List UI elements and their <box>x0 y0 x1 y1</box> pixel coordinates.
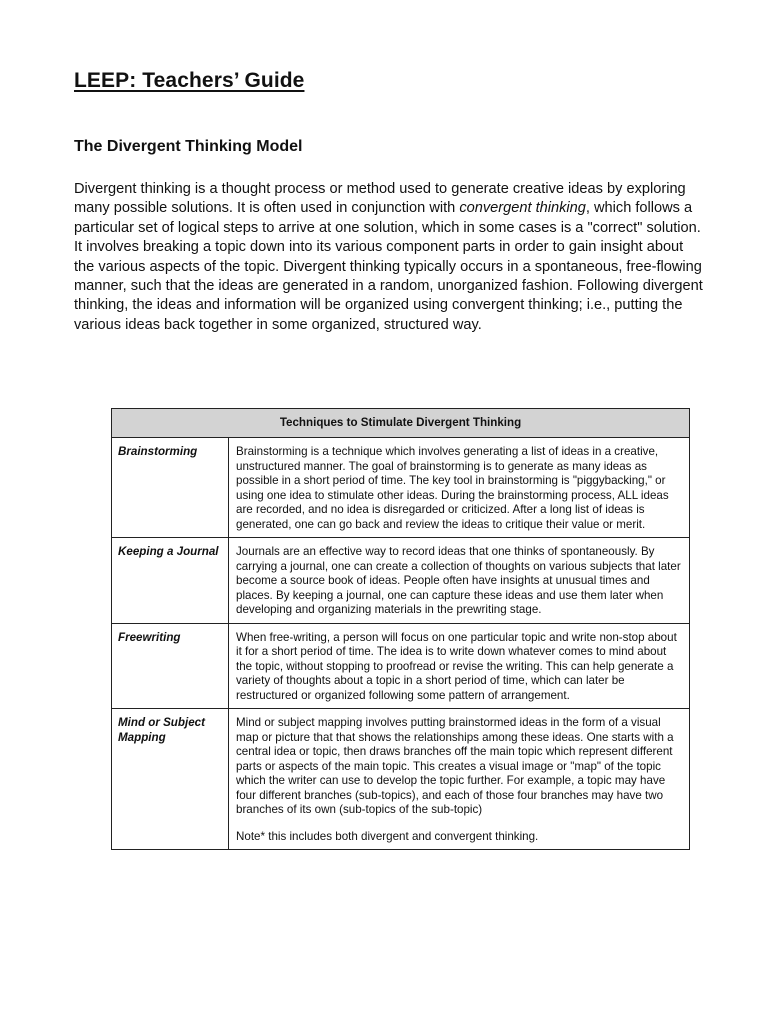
table-row <box>112 438 690 538</box>
table-header-row <box>112 409 690 438</box>
technique-description-freewriting: When free-writing, a person will focus on one particular topic and write non-stop about it for a short period of time. The idea is to write down whatever comes to mind about the topic, without stopping to proofread or revise the writing. This can help generate a variety of thoughts about a topic in a short period of time, which can later be restructured or organized following some pattern of arrangement. <box>229 623 690 709</box>
mind-mapping-note: Note* this includes both divergent and convergent thinking. <box>236 829 539 843</box>
document-title: LEEP: Teachers’ Guide <box>74 69 305 92</box>
table-row <box>112 623 690 709</box>
table-row <box>112 538 690 624</box>
section-heading: The Divergent Thinking Model <box>74 138 303 155</box>
technique-name-mind-mapping: Mind or Subject Mapping <box>112 709 229 850</box>
techniques-table <box>111 408 690 850</box>
technique-name-freewriting: Freewriting <box>112 623 229 709</box>
intro-text-part1: Divergent thinking is a thought process or method used to generate creative ideas by exploring many possible solutions. It is often used in conjunction with <box>74 181 686 217</box>
technique-name-brainstorming: Brainstorming <box>112 438 229 538</box>
mind-mapping-text: Mind or subject mapping involves putting brainstormed ideas in the form of a visual map or picture that that shows the relationships among these ideas. One starts with a central idea or topic, then draws branches off the main topic which represent different parts or aspects of the main topic. This creates a visual image or "map" of the topic which the writer can use to develop the topic further. For example, a topic may have four different branches (sub-topics), and each of those four branches may have two branches of its own (sub-topics of the sub-topic) <box>236 716 674 816</box>
intro-text-part2: , which follows a particular set of logical steps to arrive at one solution, which in some cases is a "correct" solution. It involves breaking a topic down into its various component parts in order to gain insight about the various aspects of the topic. Divergent thinking typically occurs in a spontaneous, free-flowing manner, such that the ideas are generated in a random, unorganized fashion. Following divergent thinking, the ideas and information will be organized using convergent thinking; i.e., putting the various ideas back together in some organized, structured way. <box>74 200 703 333</box>
technique-name-journal: Keeping a Journal <box>112 538 229 624</box>
technique-description-brainstorming: Brainstorming is a technique which involves generating a list of ideas in a creative, unstructured manner. The goal of brainstorming is to generate as many ideas as possible in a short period of time. The key tool in brainstorming is "piggybacking," or using one idea to stimulate other ideas. During the brainstorming process, ALL ideas are recorded, and no idea is disregarded or criticized. After a long list of ideas is generated, one can go back and review the ideas to critique their value or merit. <box>229 438 690 538</box>
table-row <box>112 709 690 850</box>
technique-description-mind-mapping <box>229 709 690 850</box>
intro-paragraph <box>74 180 704 335</box>
technique-description-journal: Journals are an effective way to record ideas that one thinks of spontaneously. By carrying a journal, one can create a collection of thoughts on various subjects that later become a source book of ideas. People often have insights at unusual times and places. By keeping a journal, one can capture these ideas and use them later when developing and organizing materials in the prewriting stage. <box>229 538 690 624</box>
intro-emphasis: convergent thinking <box>459 200 586 217</box>
table-title: Techniques to Stimulate Divergent Thinking <box>112 409 690 438</box>
